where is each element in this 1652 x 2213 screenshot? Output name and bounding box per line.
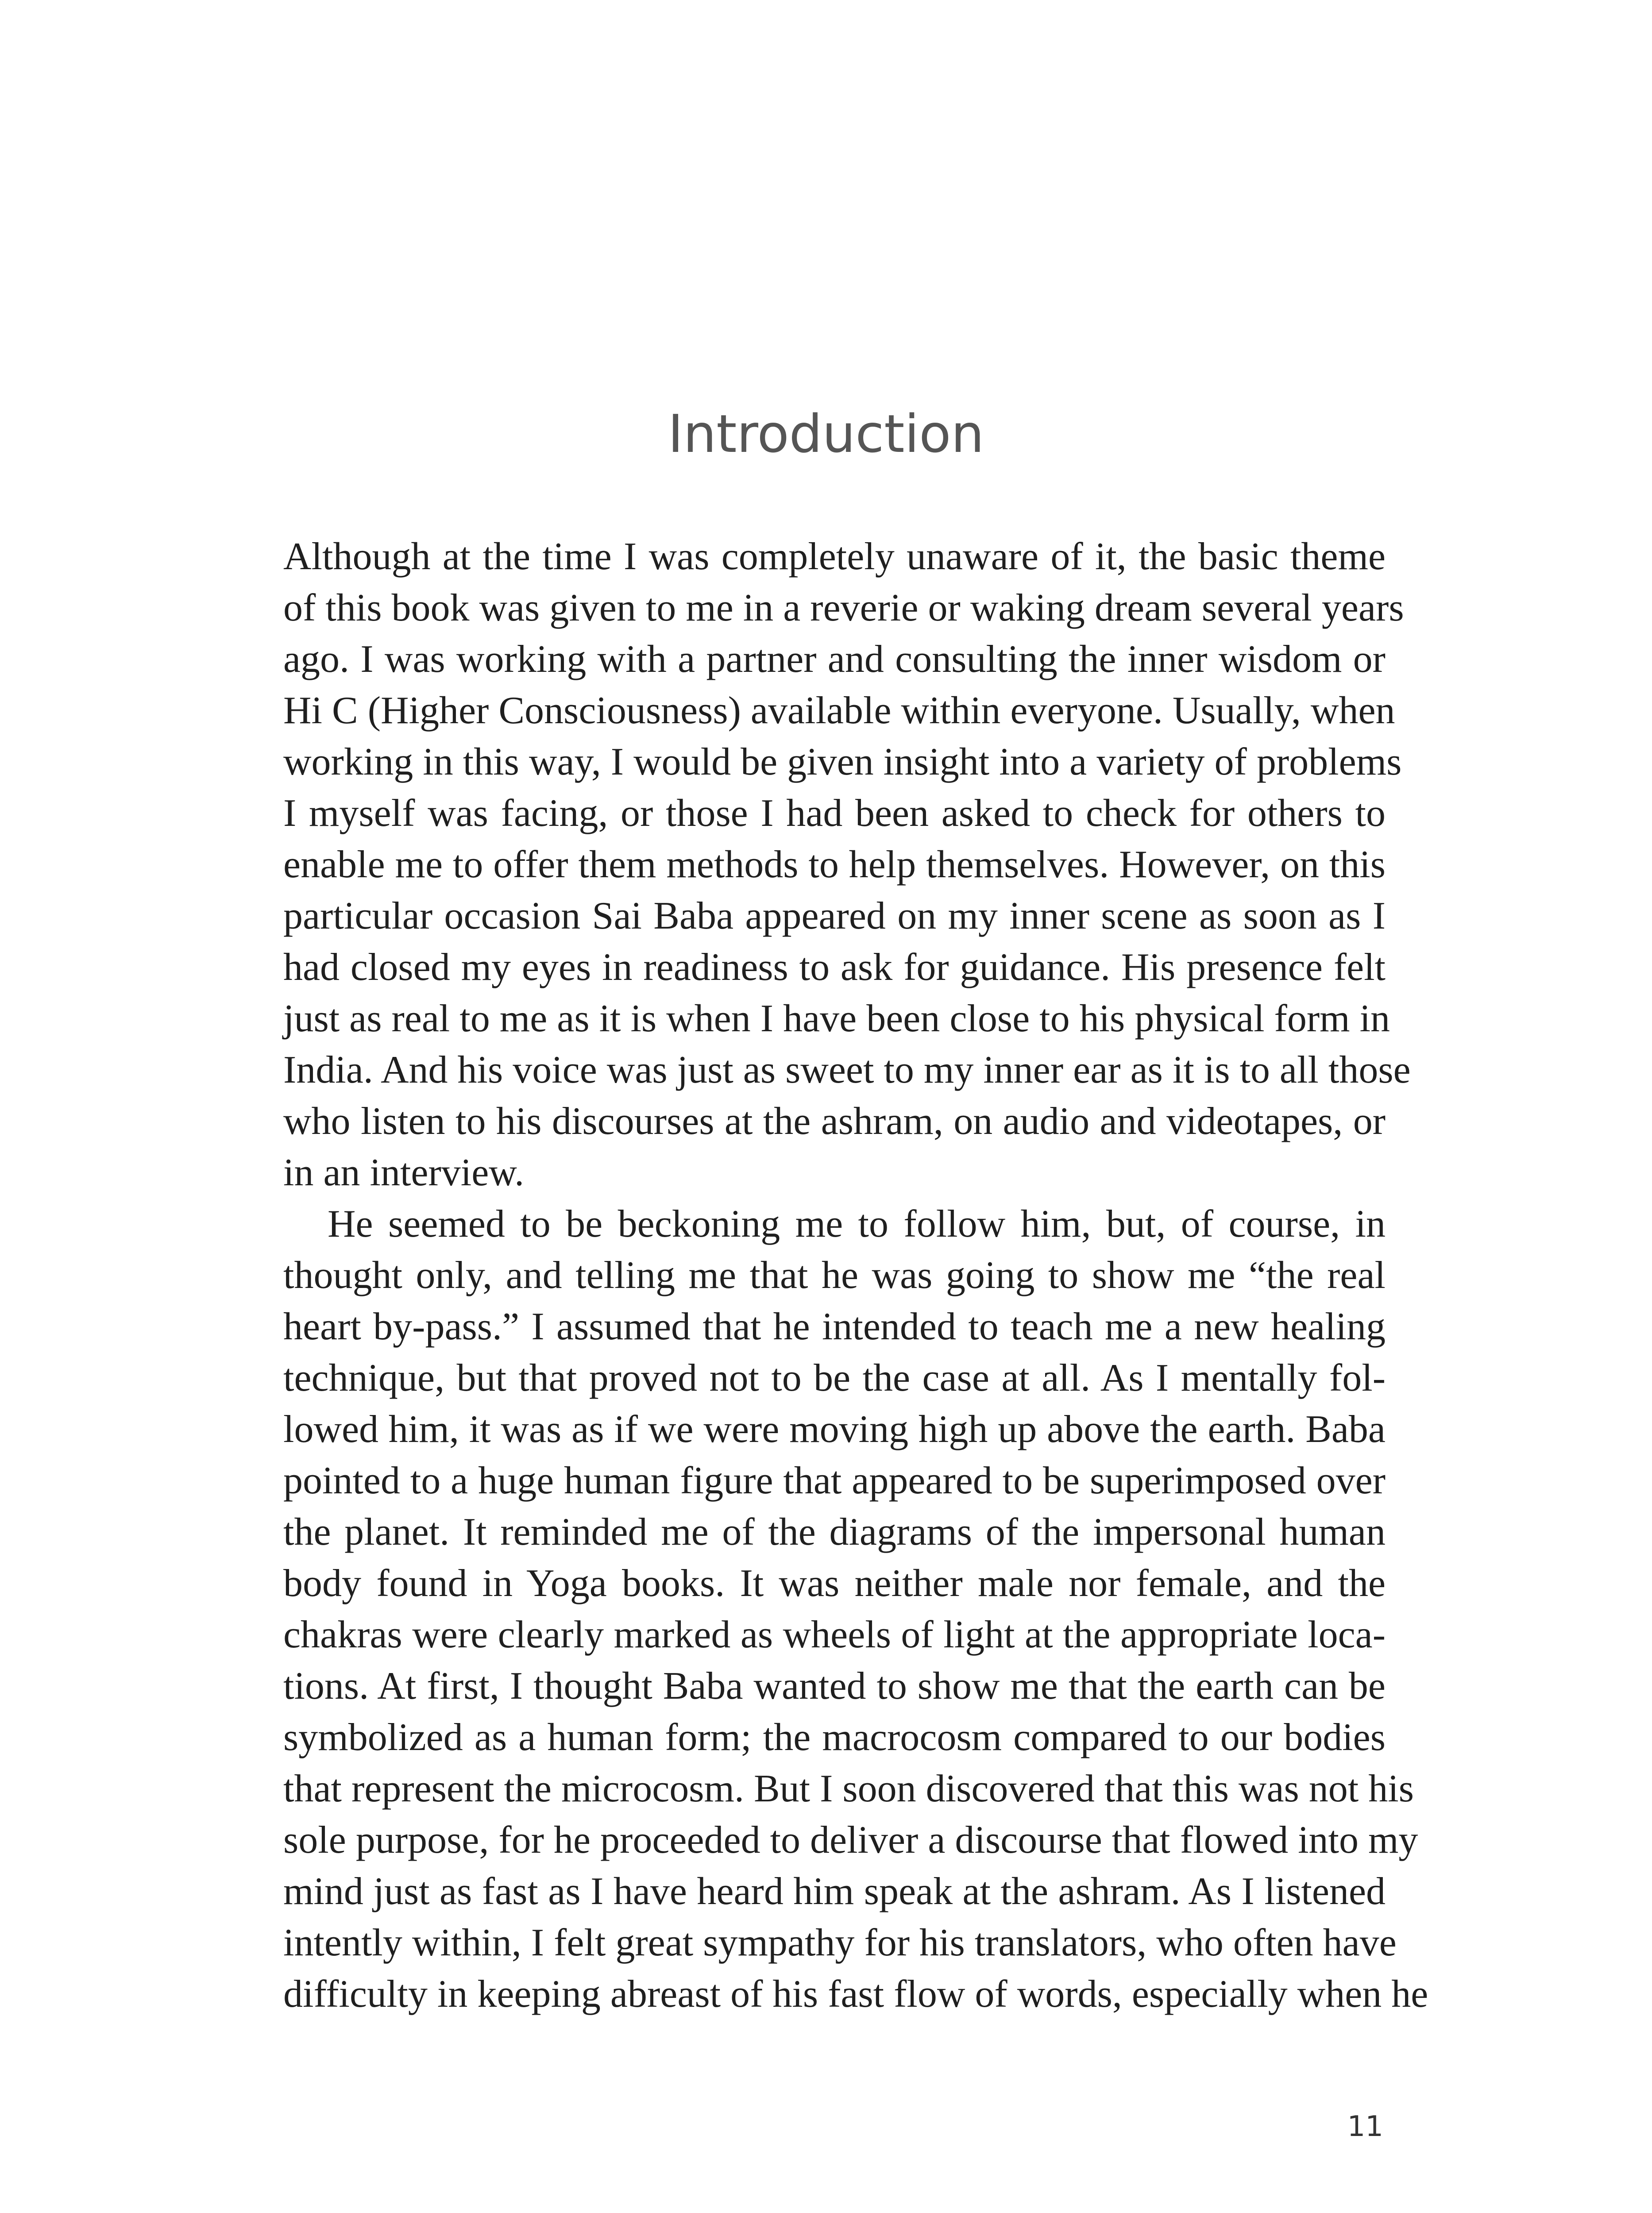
text-line: ago. I was working with a partner and consulting the inner wisdom or [283,638,1386,681]
text-line: mind just as fast as I have heard him speak at the ashram. As I listened [283,1870,1386,1913]
text-line: enable me to offer them methods to help themselves. However, on this [283,843,1386,886]
text-line: that represent the microcosm. But I soon discovered that this was not his [283,1767,1414,1810]
text-line: technique, but that proved not to be the case at all. As I mentally fol- [283,1357,1386,1400]
text-line: Although at the time I was completely unaware of it, the basic theme [283,535,1386,578]
text-line: pointed to a huge human figure that appeared to be superimposed over [283,1459,1386,1502]
text-line: He seemed to be beckoning me to follow him, but, of course, in [328,1203,1386,1245]
paragraph-1 [283,531,1411,1199]
text-line: body found in Yoga books. It was neither male nor female, and the [283,1562,1386,1605]
text-line: chakras were clearly marked as wheels of light at the appropriate loca- [283,1613,1386,1656]
text-line: in an interview. [283,1151,525,1194]
text-line: intently within, I felt great sympathy for his translators, who often have [283,1921,1397,1964]
text-line: symbolized as a human form; the macrocosm compared to our bodies [283,1716,1386,1759]
text-line: difficulty in keeping abreast of his fast flow of words, especially when he [283,1973,1428,2016]
text-line: just as real to me as it is when I have been close to his physical form in [283,997,1390,1040]
text-line: thought only, and telling me that he was going to show me “the real [283,1254,1386,1297]
text-line: who listen to his discourses at the ashram, on audio and videotapes, or [283,1100,1386,1143]
text-line: particular occasion Sai Baba appeared on my inner scene as soon as I [283,894,1386,937]
text-line: sole purpose, for he proceeded to deliver a discourse that flowed into my [283,1819,1418,1862]
paragraph-2 [283,1199,1428,2020]
text-line: lowed him, it was as if we were moving high up above the earth. Baba [283,1408,1386,1451]
text-line: tions. At first, I thought Baba wanted to show me that the earth can be [283,1665,1386,1708]
text-line: I myself was facing, or those I had been asked to check for others to [283,792,1386,835]
text-line: the planet. It reminded me of the diagrams of the impersonal human [283,1511,1386,1554]
text-line: heart by-pass.” I assumed that he intended to teach me a new healing [283,1305,1386,1348]
page-number: 11 [1347,2110,1383,2143]
text-line: Hi C (Higher Consciousness) available within everyone. Usually, when [283,689,1395,732]
text-line: of this book was given to me in a reverie or waking dream several years [283,586,1404,629]
body-text [283,531,1428,2020]
text-line: India. And his voice was just as sweet to my inner ear as it is to all those [283,1049,1411,1091]
text-line: working in this way, I would be given insight into a variety of problems [283,740,1402,783]
text-line: had closed my eyes in readiness to ask for guidance. His presence felt [283,946,1386,989]
chapter-title: Introduction [668,403,984,464]
